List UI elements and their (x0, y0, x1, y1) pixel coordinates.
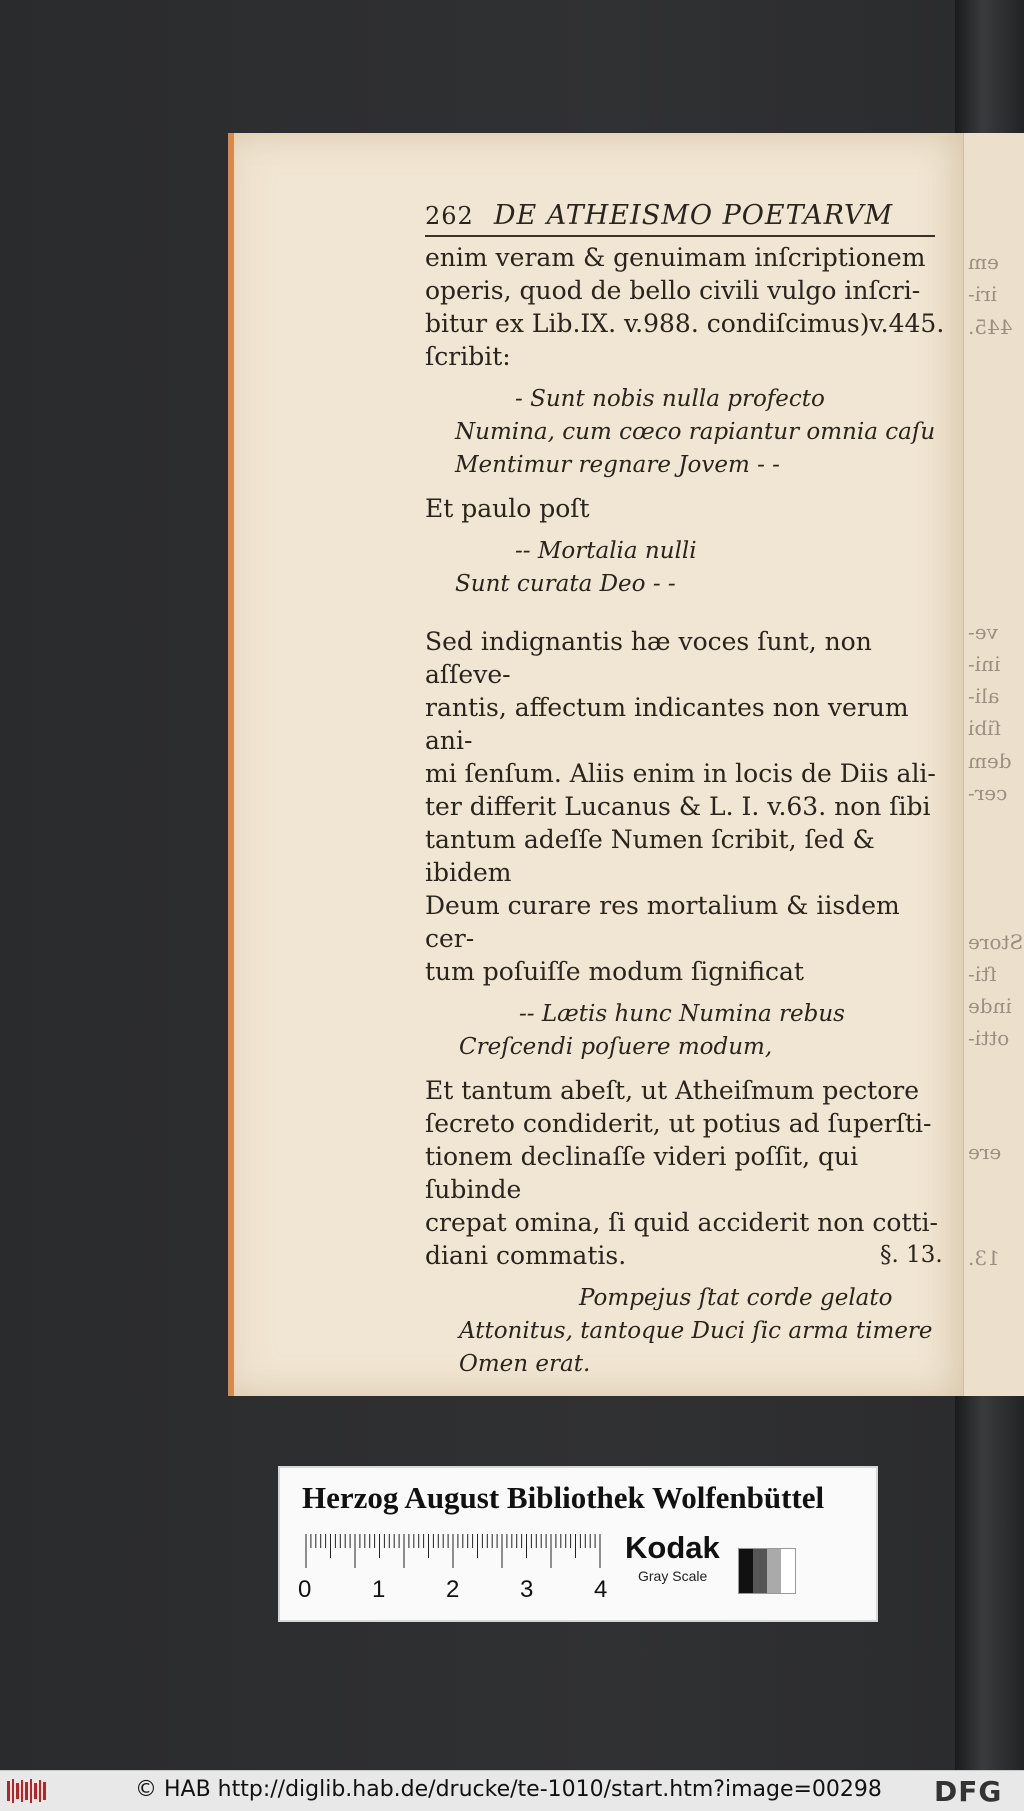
running-header (425, 200, 935, 237)
text-line: mi ſenſum. Aliis enim in locis de Diis ali- (425, 759, 936, 788)
ruler-number: 4 (594, 1576, 608, 1603)
page-content (425, 200, 955, 1391)
text-line: rantis, affectum indicantes non verum ani- (425, 693, 909, 755)
gray-scale-swatch (738, 1548, 796, 1594)
kodak-logo: Kodak (625, 1530, 720, 1565)
bleed-text-fragment: ali- (968, 684, 1000, 708)
color-target-label (278, 1466, 878, 1622)
text-line: ter differit Lucanus & L. I. v.63. non ſibi (425, 792, 931, 821)
dfg-logo: DFG (934, 1775, 1003, 1808)
text-line: Sed indignantis hæ voces ſunt, non aſſeve- (425, 627, 872, 689)
verse-line: Omen erat. (459, 1351, 591, 1377)
bleed-text-fragment: ſibi (968, 716, 1001, 740)
verse-quote-1 (455, 383, 955, 482)
text-line: Deum curare res mortalium & iisdem cer- (425, 891, 900, 953)
hab-logo-icon (6, 1777, 48, 1805)
verse-quote-3 (459, 998, 955, 1064)
bleed-text-fragment: cer- (968, 781, 1008, 805)
text-line: crepat omina, ſi quid acciderit non cotti- (425, 1208, 938, 1237)
ruler-number: 2 (446, 1576, 460, 1603)
text-line: Et tantum abeſt, ut Atheiſmum pectore (425, 1076, 919, 1105)
paragraph-3 (425, 1074, 955, 1272)
verse-quote-2 (455, 535, 955, 601)
verse-line: Pompejus ſtat corde gelato (579, 1285, 893, 1311)
verse-line: Numina, cum cœco rapiantur omnia caſu (455, 419, 936, 445)
gray-scale-caption: Gray Scale (638, 1568, 708, 1584)
verse-line: -- Mortalia nulli (515, 538, 697, 564)
paragraph-2 (425, 625, 955, 988)
ruler-number: 0 (298, 1576, 312, 1603)
verse-line: Attonitus, tantoque Duci ſic arma timere (459, 1318, 933, 1344)
bleed-text-fragment: 13. (968, 1246, 1000, 1270)
ruler-number: 1 (372, 1576, 386, 1603)
text-line: tionem declinaſſe videri poſſit, qui ſubinde (425, 1142, 859, 1204)
text-line: bitur ex Lib.IX. v.988. condiſcimus)v.445. (425, 309, 945, 338)
bleed-text-fragment: ve- (968, 620, 998, 644)
bleed-text-fragment: em (968, 250, 999, 274)
text-line: enim veram & genuimam inſcriptionem (425, 243, 926, 272)
text-line: ſecreto condiderit, ut potius ad ſuperſti- (425, 1109, 932, 1138)
bleed-text-fragment: Store (968, 930, 1024, 954)
verse-line: Sunt curata Deo - - (455, 571, 676, 597)
text-line: operis, quod de bello civili vulgo inſcri- (425, 276, 921, 305)
text-line: tum poſuiſſe modum ſignificat (425, 957, 804, 986)
page-number: 262 (425, 202, 474, 230)
bleed-text-fragment: inde (968, 994, 1012, 1018)
text-line: Et paulo poſt (425, 494, 590, 523)
bleed-text-fragment: ini- (968, 652, 1001, 676)
transition-line (425, 492, 955, 525)
footer-url[interactable]: © HAB http://diglib.hab.de/drucke/te-1010/start.htm?image=00298 (135, 1777, 882, 1802)
bleed-text-fragment: ſti- (968, 962, 997, 986)
bleed-text-fragment: 445. (968, 315, 1013, 339)
verse-line: -- Lætis hunc Numina rebus (519, 1001, 845, 1027)
library-name: Herzog August Bibliothek Wolfenbüttel (302, 1480, 825, 1515)
footer-bar (0, 1770, 1024, 1811)
bleed-text-fragment: ere (968, 1140, 1002, 1164)
verse-line: Mentimur regnare Jovem - - (455, 452, 780, 478)
verse-line: - Sunt nobis nulla profecto (515, 386, 825, 412)
ruler-number: 3 (520, 1576, 534, 1603)
text-line: ſcribit: (425, 342, 511, 371)
text-line: tantum adeſſe Numen ſcribit, ſed & ibidem (425, 825, 875, 887)
verse-line: Creſcendi poſuere modum, (459, 1034, 773, 1060)
running-head-title: DE ATHEISMO POETARVM (493, 200, 894, 231)
catchword: §. 13. (880, 1242, 943, 1268)
ruler-scale (304, 1534, 604, 1568)
bleed-text-fragment: iri- (968, 282, 998, 306)
verse-quote-4 (459, 1282, 955, 1381)
bleed-text-fragment: otti- (968, 1026, 1010, 1050)
intro-paragraph (425, 241, 955, 373)
bleed-text-fragment: dem (968, 749, 1012, 773)
text-line: diani commatis. (425, 1241, 627, 1270)
